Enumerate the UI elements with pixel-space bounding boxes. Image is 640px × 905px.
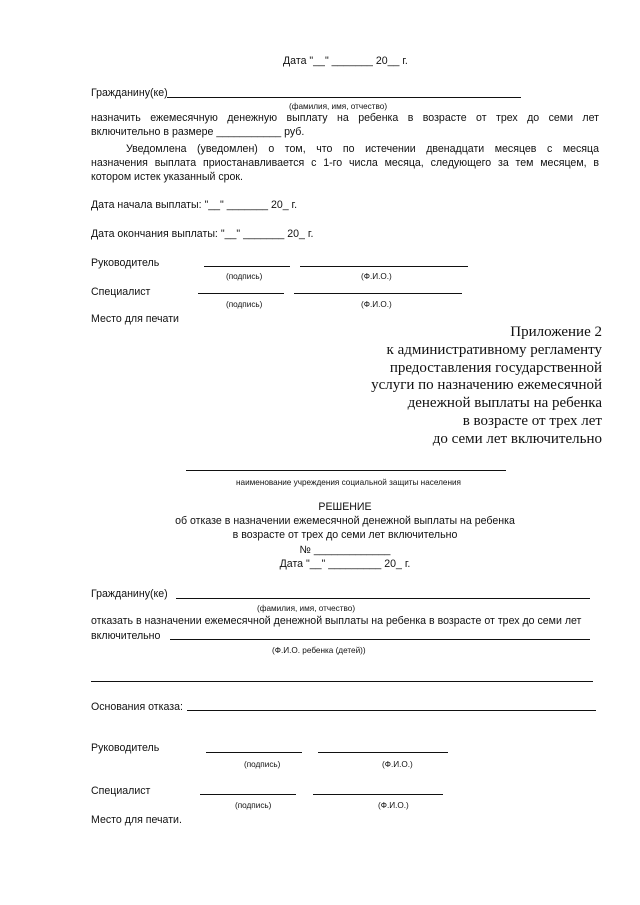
decision-title: РЕШЕНИЕ <box>318 501 372 513</box>
bottom-head-fio-field <box>318 752 448 753</box>
appendix-line: до семи лет включительно <box>432 430 602 447</box>
bottom-fio-caption: (фамилия, имя, отчество) <box>257 604 356 613</box>
refuse-line-2: включительно <box>91 630 161 642</box>
top-head-fio-caption: (Ф.И.О.) <box>361 272 392 281</box>
top-end-date: Дата окончания выплаты: "__" _______ 20_ г. <box>91 228 314 240</box>
bottom-specialist-fio-field <box>313 794 443 795</box>
top-head-signature-caption: (подпись) <box>226 272 263 281</box>
top-fio-caption: (фамилия, имя, отчество) <box>289 102 388 111</box>
bottom-specialist-signature-caption: (подпись) <box>235 801 272 810</box>
institution-field <box>186 470 506 471</box>
top-para1-line1: назначить ежемесячную денежную выплату на ребенка в возрасте от трех до семи лет <box>91 112 599 124</box>
top-head-fio-field <box>300 266 468 267</box>
top-start-date: Дата начала выплаты: "__" _______ 20_ г. <box>91 199 298 211</box>
child-fio-field <box>170 639 590 640</box>
bottom-head-fio-caption: (Ф.И.О.) <box>382 760 413 769</box>
top-specialist-label: Специалист <box>91 286 151 298</box>
institution-caption: наименование учреждения социальной защиты населения <box>236 478 461 487</box>
bottom-stamp-label: Место для печати. <box>91 814 182 826</box>
bottom-citizen-label: Гражданину(ке) <box>91 588 168 600</box>
appendix-line: к административному регламенту <box>386 341 602 358</box>
top-para2-line2: назначения выплата приостанавливается с 1-го числа месяца, следующего за тем месяцем, в <box>91 157 599 169</box>
child-fio-caption: (Ф.И.О. ребенка (детей)) <box>272 646 366 655</box>
bottom-specialist-label: Специалист <box>91 785 151 797</box>
bottom-head-signature-field <box>206 752 302 753</box>
appendix-line: в возрасте от трех лет <box>462 412 602 429</box>
blank-line <box>91 681 593 682</box>
top-specialist-signature-field <box>198 293 284 294</box>
top-date-line: Дата "__" _______ 20__ г. <box>283 55 408 67</box>
appendix-line: денежной выплаты на ребенка <box>407 395 602 412</box>
appendix-line: предоставления государственной <box>389 359 602 376</box>
decision-subtitle-2: в возрасте от трех до семи лет включительно <box>232 529 458 541</box>
bottom-head-label: Руководитель <box>91 742 160 754</box>
bottom-citizen-field <box>176 598 590 599</box>
top-para1-line2: включительно в размере ___________ руб. <box>91 126 305 138</box>
top-head-label: Руководитель <box>91 257 160 269</box>
decision-number: № _____________ <box>299 544 391 556</box>
top-specialist-fio-caption: (Ф.И.О.) <box>361 300 392 309</box>
bottom-specialist-signature-field <box>200 794 296 795</box>
decision-subtitle-1: об отказе в назначении ежемесячной денежной выплаты на ребенка <box>175 515 515 527</box>
reason-label: Основания отказа: <box>91 701 183 713</box>
top-citizen-label: Гражданину(ке) <box>91 87 168 99</box>
decision-date-line: Дата "__" _________ 20_ г. <box>279 558 411 570</box>
refuse-line-1: отказать в назначении ежемесячной денежной выплаты на ребенка в возрасте от трех до семи лет <box>91 615 582 627</box>
top-specialist-signature-caption: (подпись) <box>226 300 263 309</box>
appendix-header <box>371 324 602 449</box>
reason-field <box>187 710 596 711</box>
top-head-signature-field <box>204 266 290 267</box>
top-citizen-field <box>167 97 521 98</box>
bottom-head-signature-caption: (подпись) <box>244 760 281 769</box>
top-stamp-label: Место для печати <box>91 313 179 325</box>
appendix-line: услуги по назначению ежемесячной <box>371 377 602 394</box>
top-para2-line1: Уведомлена (уведомлен) о том, что по истечении двенадцати месяцев с месяца <box>126 143 599 155</box>
top-specialist-fio-field <box>294 293 462 294</box>
top-para2-line3: котором истек указанный срок. <box>91 171 243 183</box>
bottom-specialist-fio-caption: (Ф.И.О.) <box>378 801 409 810</box>
appendix-line: Приложение 2 <box>510 324 602 340</box>
